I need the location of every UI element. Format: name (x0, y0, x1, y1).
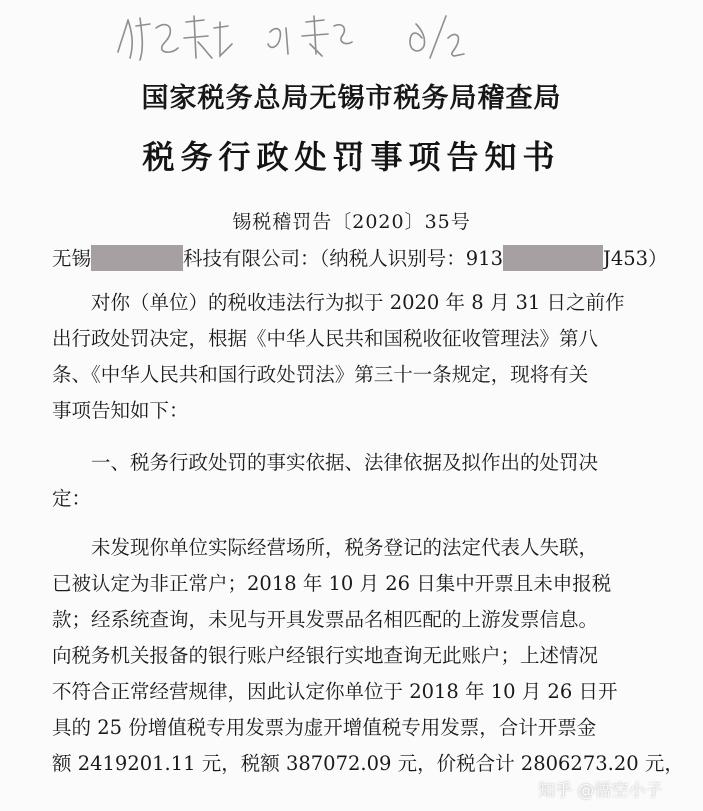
paragraph-line: 额 2419201.11 元，税额 387072.09 元，价税合计 2806273.20 元， (52, 752, 684, 775)
redaction-block-tax-id (503, 245, 603, 271)
addressee-suffix: 科技有限公司：（纳税人识别号：913 (183, 247, 503, 270)
document-number: 锡税稽罚告〔2020〕35号 (232, 211, 471, 233)
paragraph-line: 不符合正常经营规律，因此认定你单位于 2018 年 10 月 26 日开 (52, 680, 618, 703)
paragraph-facts (52, 530, 684, 782)
paragraph-line: 具的 25 份增值税专用发票为虚开增值税专用发票，合计开票金 (52, 716, 597, 739)
paragraph-notice-intro (52, 285, 652, 429)
paragraph-line: 条、《中华人民共和国行政处罚法》第三十一条规定，现将有关 (52, 363, 589, 386)
paragraph-line: 向税务机关报备的银行账户经银行实地查询无此账户；上述情况 (52, 644, 599, 667)
document-title: 税务行政处罚事项告知书 (142, 138, 561, 176)
paragraph-line: 款；经系统查询，未见与开具发票品名相匹配的上游发票信息。 (52, 608, 599, 631)
paragraph-line: 定： (52, 487, 92, 510)
addressee-id-tail: J453） (603, 247, 668, 270)
source-watermark: 知乎 @悟空小子 (538, 781, 663, 801)
handwritten-annotation (110, 8, 470, 66)
paragraph-line: 对你（单位）的税收违法行为拟于 2020 年 8 月 31 日之前作 (91, 291, 625, 314)
paragraph-line: 一、税务行政处罚的事实依据、法律依据及拟作出的处罚决 (91, 451, 599, 474)
addressee-prefix: 无锡 (52, 247, 92, 270)
paragraph-line: 事项告知如下： (52, 399, 189, 422)
issuing-authority-title: 国家税务总局无锡市税务局稽查局 (141, 83, 562, 114)
redaction-block-company (91, 245, 183, 271)
paragraph-line: 已被认定为非正常户；2018 年 10 月 26 日集中开票且未申报税 (52, 572, 612, 595)
paragraph-line: 未发现你单位实际经营场所，税务登记的法定代表人失联， (91, 536, 599, 559)
paragraph-line: 出行政处罚决定，根据《中华人民共和国税收征收管理法》第八 (52, 327, 599, 350)
paragraph-section-one-heading (52, 445, 652, 517)
addressee-line (52, 245, 668, 273)
